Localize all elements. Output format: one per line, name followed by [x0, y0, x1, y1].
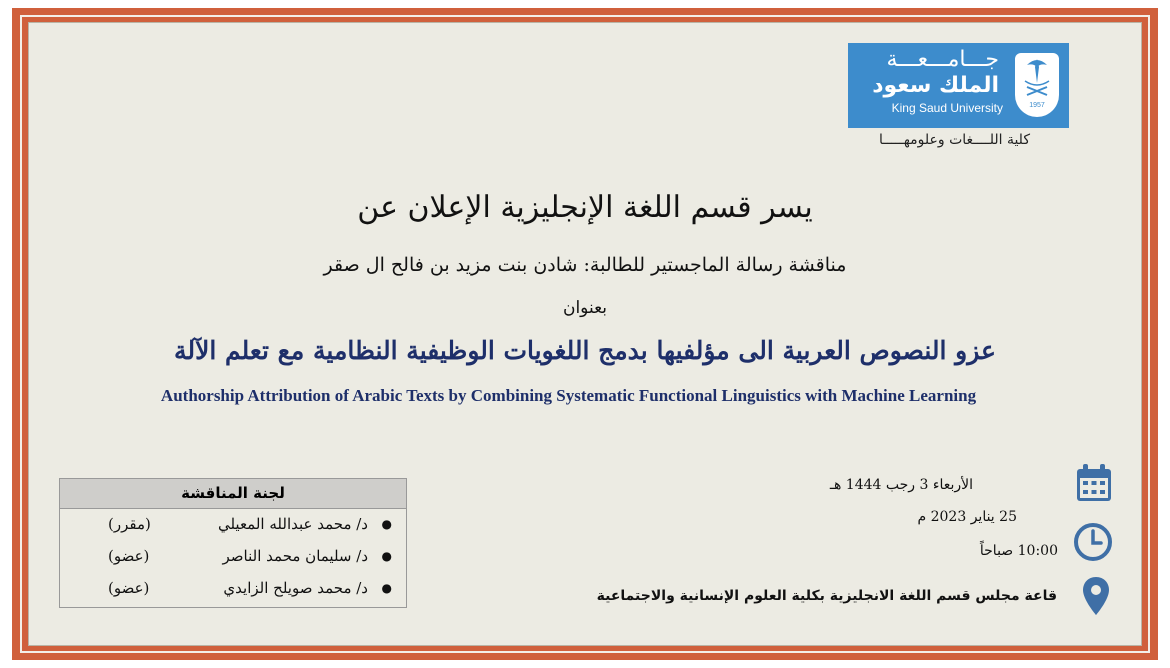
committee-member [60, 573, 406, 605]
bullet-icon: ● [381, 517, 392, 531]
member-role: (مقرر) [108, 515, 151, 533]
logo-english-name: King Saud University [891, 101, 1003, 115]
logo-year: 1957 [1029, 102, 1045, 109]
logo-arabic-line2: الملك سعود [872, 73, 999, 98]
announcement-headline: يسر قسم اللغة الإنجليزية الإعلان عن [357, 190, 813, 225]
calendar-icon [1076, 464, 1112, 502]
college-name: كلية اللــــغات وعلومهـــــا [878, 132, 1030, 148]
member-name: د/ سليمان محمد الناصر [222, 547, 368, 565]
bullet-icon: ● [381, 549, 392, 563]
date-gregorian: 25 يناير 2023 م [917, 509, 1017, 525]
clock-icon [1073, 522, 1113, 562]
university-logo [848, 43, 1069, 128]
committee-heading: لجنة المناقشة [60, 479, 406, 509]
member-role: (عضو) [108, 579, 150, 597]
emblem-icon [1015, 53, 1059, 117]
thesis-title-arabic: عزو النصوص العربية الى مؤلفيها بدمج اللغويات الوظيفية النظامية مع تعلم الآلة [174, 336, 996, 365]
member-role: (عضو) [108, 547, 150, 565]
committee-member [60, 541, 406, 573]
thesis-title-english: Authorship Attribution of Arabic Texts by Combining Systematic Functional Linguistics with Machine Learning [160, 386, 977, 405]
date-hijri: الأربعاء 3 رجب 1444 هـ [829, 477, 973, 493]
member-name: د/ محمد صويلح الزايدي [223, 579, 368, 597]
committee-member [60, 509, 406, 541]
logo-arabic-line1: جـــامـــعـــة [886, 47, 999, 72]
defense-subline: مناقشة رسالة الماجستير للطالبة: شادن بنت مزيد بن فالح ال صقر [323, 254, 847, 276]
committee-table [59, 478, 407, 608]
defense-location: قاعة مجلس قسم اللغة الانجليزية بكلية العلوم الإنسانية والاجتماعية [596, 588, 1057, 604]
location-pin-icon [1082, 576, 1110, 616]
member-name: د/ محمد عبدالله المعيلي [217, 515, 368, 533]
titled-label: بعنوان [562, 298, 608, 318]
bullet-icon: ● [381, 581, 392, 595]
defense-time: 10:00 صباحاً [979, 543, 1058, 559]
